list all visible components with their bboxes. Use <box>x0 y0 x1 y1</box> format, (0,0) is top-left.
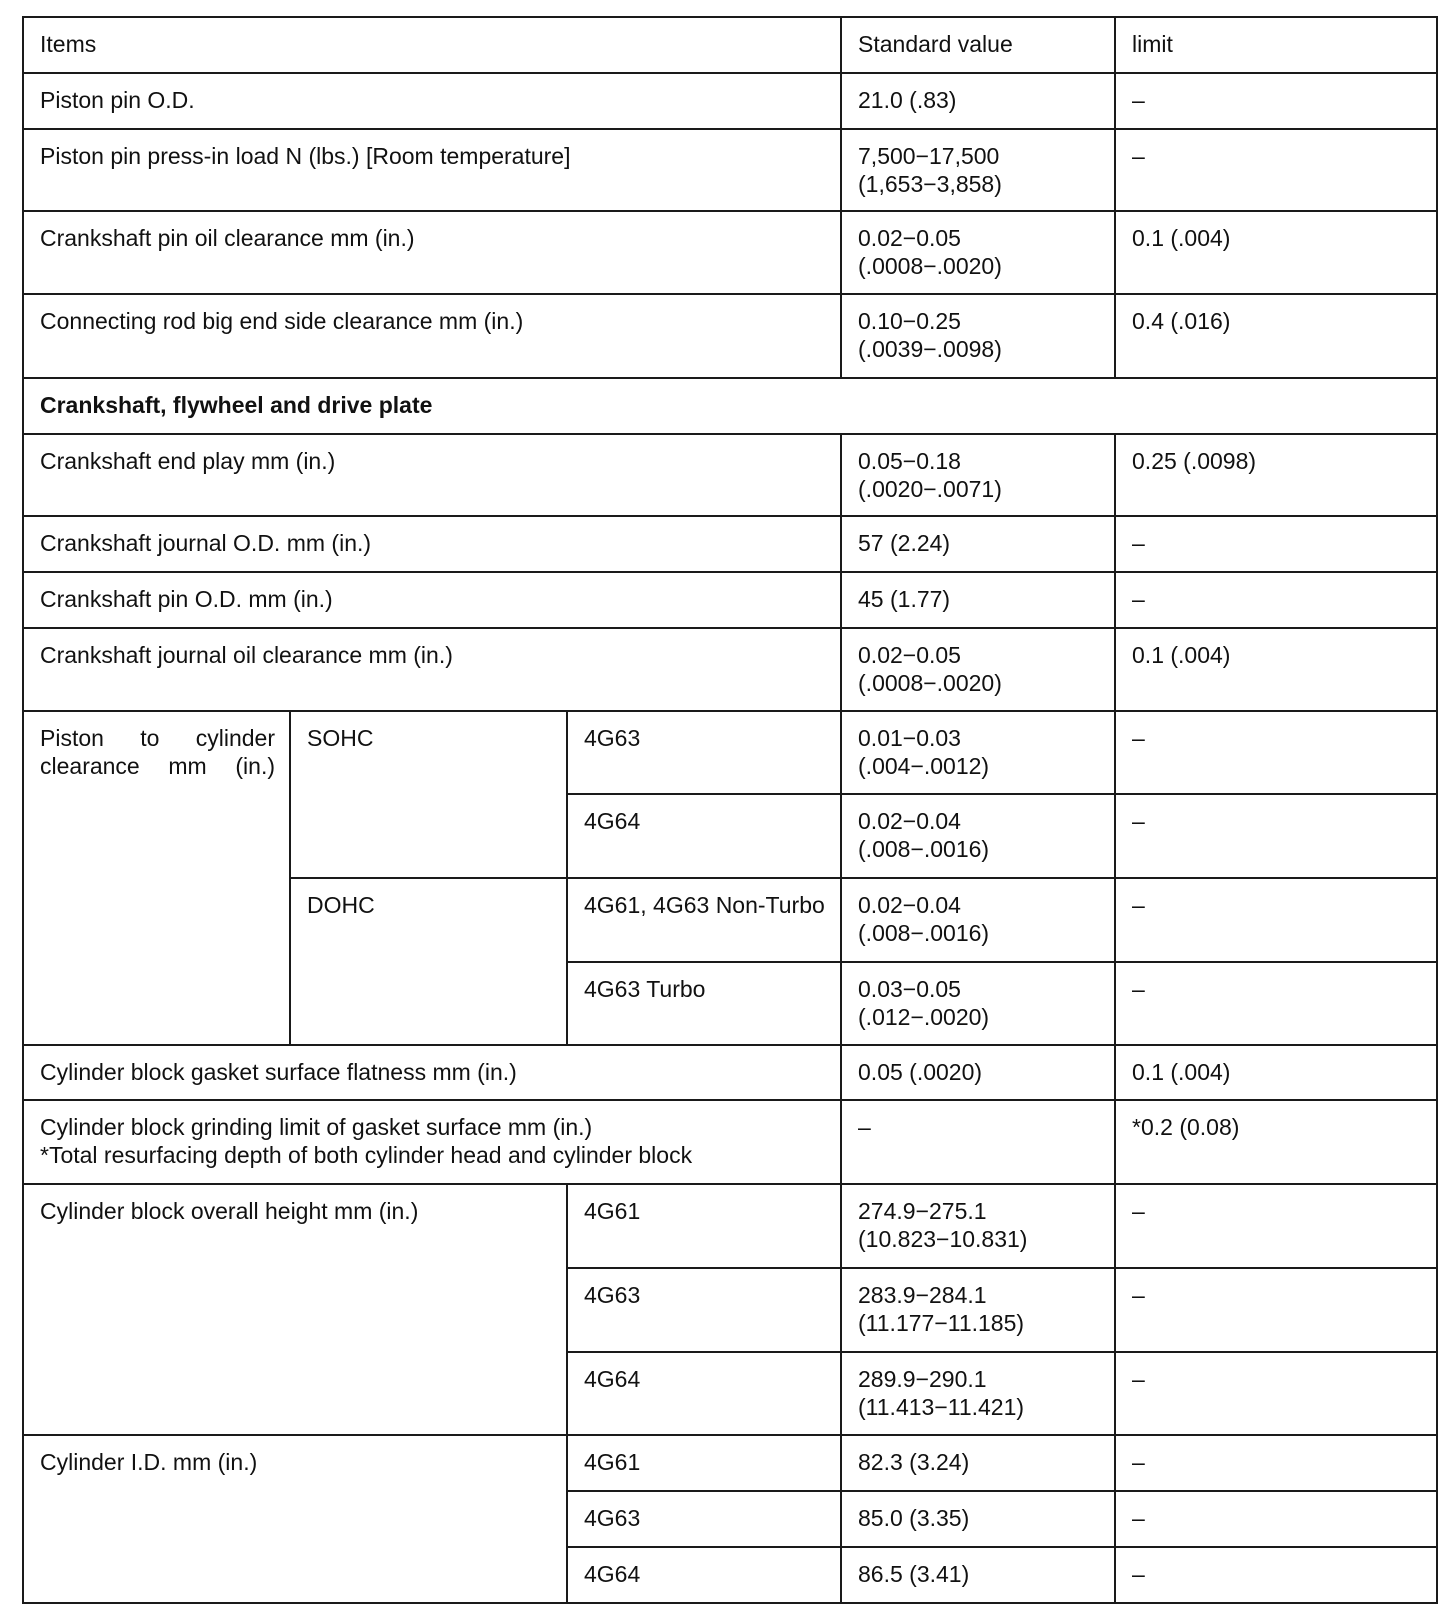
standard-line: 0.05−0.18 <box>858 447 961 474</box>
item-cell <box>23 1100 841 1184</box>
standard-cell: 86.5 (3.41) <box>841 1547 1115 1603</box>
limit-cell: – <box>1115 1491 1437 1547</box>
model-cell: 4G64 <box>567 1352 841 1436</box>
limit-cell: – <box>1115 878 1437 962</box>
standard-line: 274.9−275.1 <box>858 1198 987 1225</box>
limit-cell: – <box>1115 1268 1437 1352</box>
limit-cell: *0.2 (0.08) <box>1115 1100 1437 1184</box>
table-row <box>23 294 1437 378</box>
header-items: Items <box>23 17 841 73</box>
table-row <box>23 434 1437 517</box>
standard-cell: 21.0 (.83) <box>841 73 1115 129</box>
limit-cell: – <box>1115 572 1437 628</box>
limit-cell: – <box>1115 516 1437 572</box>
limit-cell: – <box>1115 1435 1437 1491</box>
standard-line: (1,653−3,858) <box>858 170 1002 197</box>
standard-cell <box>841 628 1115 711</box>
standard-line: (.0020−.0071) <box>858 475 1002 502</box>
limit-cell: 0.4 (.016) <box>1115 294 1437 378</box>
standard-line: 0.10−0.25 <box>858 308 961 335</box>
section-row <box>23 378 1437 434</box>
standard-cell <box>841 962 1115 1045</box>
standard-line: 0.02−0.05 <box>858 225 961 252</box>
table-row <box>23 1184 1437 1268</box>
standard-line: (.008−.0016) <box>858 836 990 863</box>
table-row <box>23 129 1437 212</box>
model-cell: 4G61 <box>567 1435 841 1491</box>
item-cell: Cylinder block overall height mm (in.) <box>23 1184 567 1435</box>
standard-line: 0.02−0.04 <box>858 892 961 919</box>
table-row <box>23 711 1437 795</box>
limit-cell: 0.25 (.0098) <box>1115 434 1437 517</box>
standard-cell: 85.0 (3.35) <box>841 1491 1115 1547</box>
item-cell: Crankshaft end play mm (in.) <box>23 434 841 517</box>
item-cell: Piston pin O.D. <box>23 73 841 129</box>
model-cell: 4G63 Turbo <box>567 962 841 1045</box>
limit-cell: – <box>1115 73 1437 129</box>
limit-cell: 0.1 (.004) <box>1115 1045 1437 1101</box>
item-line: Cylinder block grinding limit of gasket surface mm (in.) <box>40 1114 593 1141</box>
standard-cell <box>841 794 1115 878</box>
table-row <box>23 516 1437 572</box>
standard-line: (.0039−.0098) <box>858 336 1002 363</box>
limit-cell: – <box>1115 711 1437 795</box>
section-title: Crankshaft, flywheel and drive plate <box>23 378 1437 434</box>
standard-cell <box>841 1184 1115 1268</box>
specification-table <box>22 16 1438 1604</box>
standard-line: 7,500−17,500 <box>858 142 1000 169</box>
table-row <box>23 73 1437 129</box>
limit-cell: – <box>1115 1184 1437 1268</box>
standard-line: 0.02−0.05 <box>858 641 961 668</box>
standard-cell: 82.3 (3.24) <box>841 1435 1115 1491</box>
limit-cell: – <box>1115 129 1437 212</box>
standard-cell <box>841 711 1115 795</box>
standard-line: 283.9−284.1 <box>858 1281 987 1308</box>
standard-line: (11.413−11.421) <box>858 1393 1025 1420</box>
limit-cell: – <box>1115 1547 1437 1603</box>
standard-cell: 45 (1.77) <box>841 572 1115 628</box>
standard-cell: – <box>841 1100 1115 1184</box>
item-footnote: *Total resurfacing depth of both cylinder head and cylinder block <box>40 1142 693 1169</box>
limit-cell: – <box>1115 794 1437 878</box>
table-row <box>23 1045 1437 1101</box>
limit-cell: – <box>1115 962 1437 1045</box>
item-cell: Crankshaft pin O.D. mm (in.) <box>23 572 841 628</box>
standard-cell: 0.05 (.0020) <box>841 1045 1115 1101</box>
limit-cell: – <box>1115 1352 1437 1436</box>
standard-cell <box>841 211 1115 294</box>
item-cell: Piston to cylinder clearance mm (in.) <box>23 711 290 1045</box>
header-limit: limit <box>1115 17 1437 73</box>
standard-cell <box>841 129 1115 212</box>
item-cell: Connecting rod big end side clearance mm (in.) <box>23 294 841 378</box>
standard-cell <box>841 434 1115 517</box>
item-cell: Cylinder block gasket surface flatness mm (in.) <box>23 1045 841 1101</box>
limit-cell: 0.1 (.004) <box>1115 211 1437 294</box>
standard-line: (11.177−11.185) <box>858 1309 1025 1336</box>
standard-cell <box>841 294 1115 378</box>
limit-cell: 0.1 (.004) <box>1115 628 1437 711</box>
engine-type-cell: DOHC <box>290 878 567 1044</box>
table-row <box>23 211 1437 294</box>
standard-line: (.004−.0012) <box>858 752 990 779</box>
table-row <box>23 1100 1437 1184</box>
standard-line: 0.02−0.04 <box>858 808 961 835</box>
item-cell: Crankshaft pin oil clearance mm (in.) <box>23 211 841 294</box>
model-cell: 4G64 <box>567 794 841 878</box>
standard-cell <box>841 878 1115 962</box>
standard-line: (.012−.0020) <box>858 1003 990 1030</box>
standard-line: 289.9−290.1 <box>858 1365 987 1392</box>
engine-type-cell: SOHC <box>290 711 567 878</box>
standard-line: (.008−.0016) <box>858 920 990 947</box>
model-cell: 4G64 <box>567 1547 841 1603</box>
header-standard-value: Standard value <box>841 17 1115 73</box>
standard-line: (10.823−10.831) <box>858 1226 1028 1253</box>
standard-cell <box>841 1268 1115 1352</box>
model-cell: 4G63 <box>567 1268 841 1352</box>
standard-line: (.0008−.0020) <box>858 253 1002 280</box>
header-row <box>23 17 1437 73</box>
model-cell: 4G61 <box>567 1184 841 1268</box>
model-cell: 4G63 <box>567 1491 841 1547</box>
table-row <box>23 628 1437 711</box>
table-row <box>23 572 1437 628</box>
standard-line: 0.01−0.03 <box>858 724 961 751</box>
item-cell: Crankshaft journal oil clearance mm (in.) <box>23 628 841 711</box>
standard-cell: 57 (2.24) <box>841 516 1115 572</box>
model-cell: 4G61, 4G63 Non-Turbo <box>567 878 841 962</box>
standard-cell <box>841 1352 1115 1436</box>
item-cell: Crankshaft journal O.D. mm (in.) <box>23 516 841 572</box>
item-cell: Cylinder I.D. mm (in.) <box>23 1435 567 1603</box>
table-row <box>23 1435 1437 1491</box>
standard-line: 0.03−0.05 <box>858 975 961 1002</box>
standard-line: (.0008−.0020) <box>858 669 1002 696</box>
item-cell: Piston pin press-in load N (lbs.) [Room temperature] <box>23 129 841 212</box>
model-cell: 4G63 <box>567 711 841 795</box>
